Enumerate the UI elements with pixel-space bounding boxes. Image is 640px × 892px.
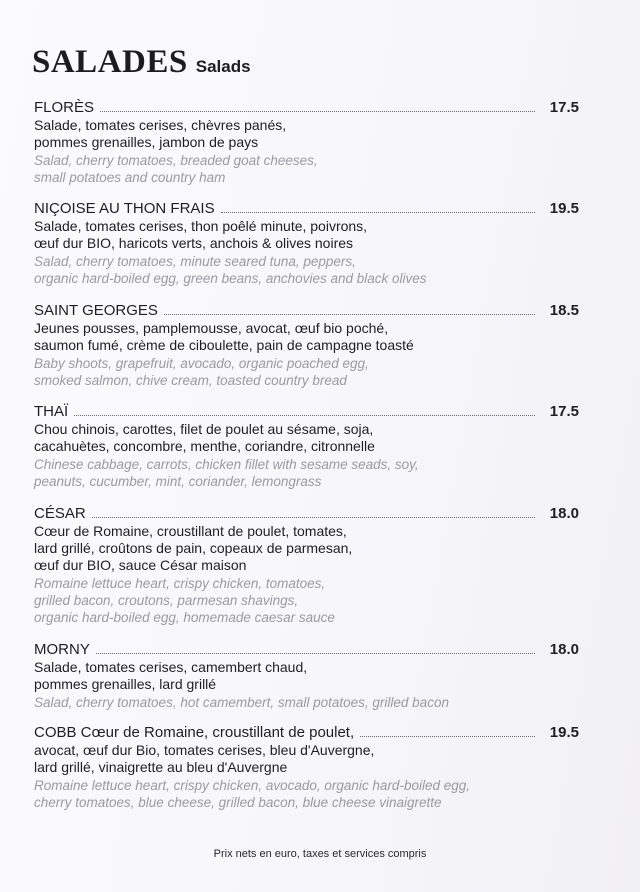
item-description-fr: avocat, œuf dur Bio, tomates cerises, bleu d'Auvergne, lard grillé, vinaigrette au bleu d'Auvergne <box>34 742 375 775</box>
item-price: 18.0 <box>549 505 579 522</box>
item-description-fr: Cœur de Romaine, croustillant de poulet, tomates, lard grillé, croûtons de pain, copeaux de parmesan, œuf dur BIO, sauce César maison <box>34 523 353 573</box>
menu-item-cobb <box>34 723 579 811</box>
item-description-en: Romaine lettuce heart, crispy chicken, tomatoes, grilled bacon, croutons, parmesan shavings, organic hard-boiled egg, homemade caesar sauce <box>34 576 335 625</box>
item-price: 19.5 <box>549 200 579 217</box>
item-name: FLORÈS <box>34 99 95 116</box>
item-name: CÉSAR <box>34 505 86 522</box>
item-name: THAÏ <box>34 403 69 420</box>
dot-leader <box>221 212 535 213</box>
menu-item-thai <box>34 402 579 490</box>
dot-leader <box>164 314 535 315</box>
item-description-fr: Salade, tomates cerises, thon poêlé minute, poivrons, œuf dur BIO, haricots verts, anchois & olives noires <box>34 218 368 251</box>
dot-leader <box>74 415 535 416</box>
menu-item-flores <box>34 98 579 186</box>
item-price: 19.5 <box>549 724 579 741</box>
item-price: 18.0 <box>549 641 579 658</box>
item-name: SAINT GEORGES <box>34 302 158 319</box>
title-sub: Salads <box>195 57 251 76</box>
dot-leader <box>92 517 535 518</box>
item-description-en: Baby shoots, grapefruit, avocado, organic poached egg, smoked salmon, chive cream, toasted country bread <box>34 356 369 388</box>
menu-item-saint-georges <box>34 301 579 389</box>
menu-item-nicoise <box>34 199 579 287</box>
menu-item-morny <box>34 640 579 711</box>
item-description-en: Romaine lettuce heart, crispy chicken, avocado, organic hard-boiled egg, cherry tomatoes, blue cheese, grilled bacon, blue cheese vinaigrette <box>34 778 470 810</box>
dot-leader <box>100 111 535 112</box>
dot-leader <box>360 736 535 737</box>
menu-item-cesar <box>34 504 579 626</box>
item-description-fr: Jeunes pousses, pamplemousse, avocat, œuf bio poché, saumon fumé, crème de ciboulette, pain de campagne toasté <box>34 320 414 353</box>
item-description-en: Chinese cabbage, carrots, chicken fillet with sesame seads, soy, peanuts, cucumber, mint, coriander, lemongrass <box>34 457 419 489</box>
item-description-fr: Salade, tomates cerises, camembert chaud, pommes grenailles, lard grillé <box>34 659 308 692</box>
page-title <box>32 44 251 81</box>
item-name: COBB Cœur de Romaine, croustillant de poulet, <box>34 724 355 741</box>
item-price: 17.5 <box>549 403 579 420</box>
item-name: MORNY <box>34 641 90 658</box>
item-description-en: Salad, cherry tomatoes, hot camembert, small potatoes, grilled bacon <box>34 695 449 710</box>
item-description-fr: Salade, tomates cerises, chèvres panés, pommes grenailles, jambon de pays <box>34 117 287 150</box>
item-price: 17.5 <box>549 99 579 116</box>
item-price: 18.5 <box>549 302 579 319</box>
item-description-en: Salad, cherry tomatoes, minute seared tuna, peppers, organic hard-boiled egg, green beans, anchovies and black olives <box>34 254 427 286</box>
title-main: SALADES <box>32 44 188 80</box>
dot-leader <box>96 653 535 654</box>
footer-note: Prix nets en euro, taxes et services compris <box>213 848 427 860</box>
item-description-en: Salad, cherry tomatoes, breaded goat cheeses, small potatoes and country ham <box>34 153 318 185</box>
item-name: NIÇOISE AU THON FRAIS <box>34 200 215 217</box>
item-description-fr: Chou chinois, carottes, filet de poulet au sésame, soja, cacahuètes, concombre, menthe, coriandre, citronnelle <box>34 421 375 454</box>
